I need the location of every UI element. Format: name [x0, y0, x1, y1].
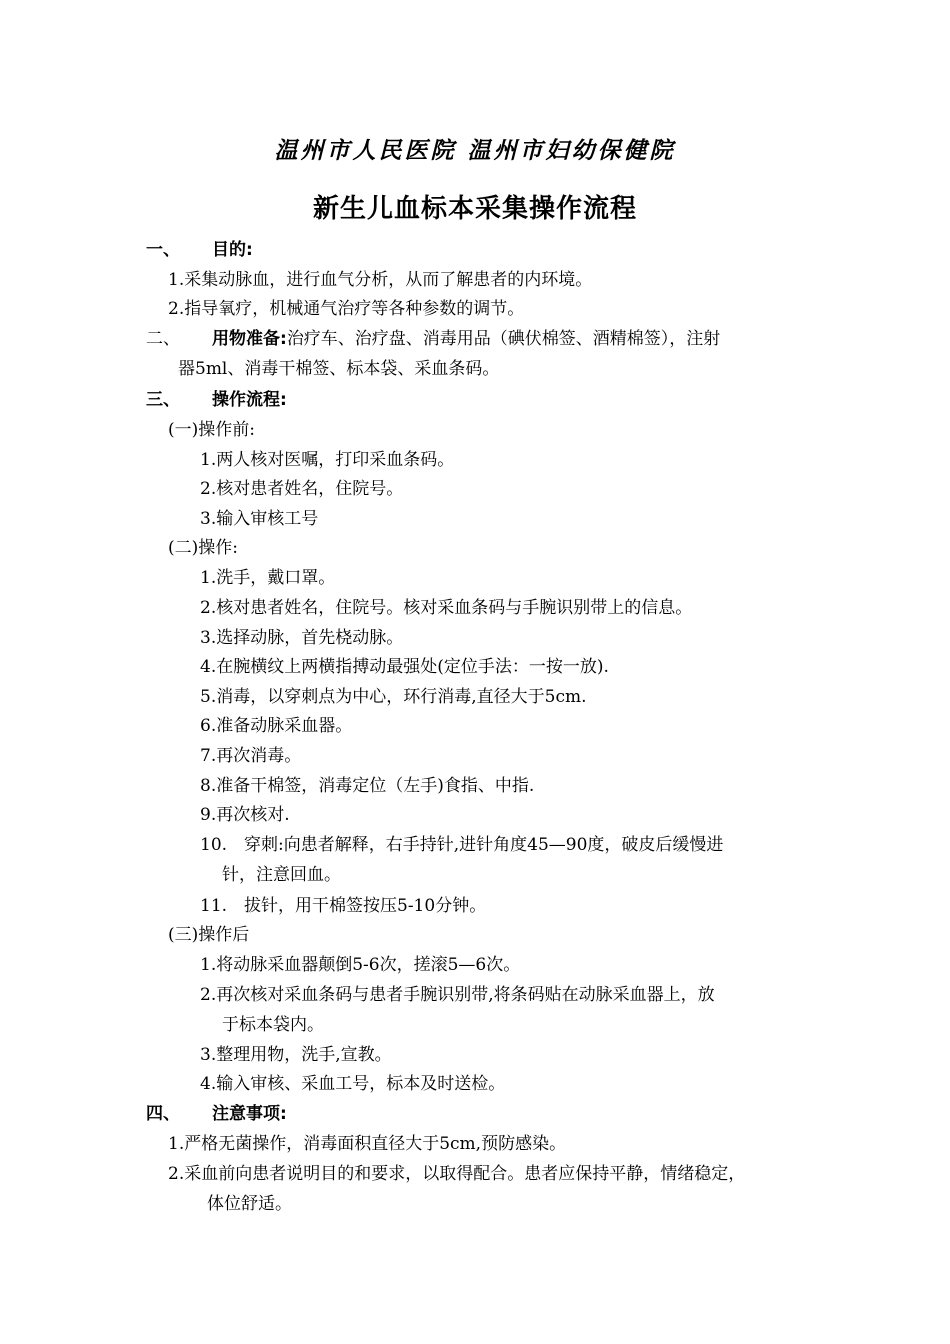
section-label: 注意事项:	[212, 1104, 287, 1124]
list-item: 2.指导氧疗，机械通气治疗等各种参数的调节。	[168, 299, 525, 319]
list-item: 4.在腕横纹上两横指搏动最强处(定位手法：一按一放).	[200, 657, 609, 677]
list-item: 3.选择动脉，首先桡动脉。	[200, 628, 404, 648]
list-item: 2.采血前向患者说明目的和要求，以取得配合。患者应保持平静，情绪稳定，	[168, 1164, 746, 1184]
list-item: 5.消毒，以穿刺点为中心，环行消毒,直径大于5cm.	[200, 687, 587, 707]
subsection-heading-during: (二)操作:	[168, 538, 238, 558]
list-item: 7.再次消毒。	[200, 746, 302, 766]
list-item-continued: 针，注意回血。	[222, 865, 341, 885]
section-number: 二、	[146, 329, 180, 349]
item-number: 10.	[200, 835, 228, 855]
section-number: 四、	[146, 1104, 180, 1124]
subsection-heading-before: (一)操作前:	[168, 420, 255, 440]
list-item: 2.核对患者姓名，住院号。	[200, 479, 404, 499]
list-item: 3.输入审核工号	[200, 509, 319, 529]
list-item: 8.准备干棉签，消毒定位（左手)食指、中指.	[200, 776, 535, 796]
section-text: 治疗车、治疗盘、消毒用品（碘伏棉签、酒精棉签），注射	[286, 329, 721, 349]
document-title: 新生儿血标本采集操作流程	[312, 194, 637, 224]
section-number: 三、	[146, 390, 180, 410]
section-number: 一、	[146, 240, 180, 260]
list-item: 2.核对患者姓名，住院号。核对采血条码与手腕识别带上的信息。	[200, 598, 693, 618]
list-item: 1.严格无菌操作，消毒面积直径大于5cm,预防感染。	[168, 1134, 567, 1154]
list-item: 1.将动脉采血器颠倒5-6次，搓滚5—6次。	[200, 955, 521, 975]
list-item	[200, 894, 486, 918]
item-number: 11.	[200, 896, 228, 916]
list-item: 2.再次核对采血条码与患者手腕识别带,将条码贴在动脉采血器上，放	[200, 985, 715, 1005]
section-heading-supplies	[146, 327, 720, 351]
list-item	[200, 833, 723, 857]
section-text-continued: 器5ml、消毒干棉签、标本袋、采血条码。	[178, 359, 500, 379]
subsection-heading-after: (三)操作后	[168, 925, 250, 945]
list-item-continued: 体位舒适。	[207, 1194, 292, 1214]
list-item: 1.洗手，戴口罩。	[200, 568, 336, 588]
section-label: 操作流程:	[212, 390, 287, 410]
section-heading-purpose	[146, 238, 253, 262]
section-heading-notes	[146, 1102, 287, 1126]
list-item: 9.再次核对.	[200, 805, 290, 825]
list-item: 1.两人核对医嘱，打印采血条码。	[200, 450, 455, 470]
section-label: 用物准备:	[212, 329, 287, 349]
item-text: 穿刺:向患者解释，右手持针,进针角度45—90度，破皮后缓慢进	[244, 835, 724, 855]
list-item-continued: 于标本袋内。	[222, 1015, 324, 1035]
list-item: 1.采集动脉血，进行血气分析，从而了解患者的内环境。	[168, 270, 593, 290]
list-item: 6.准备动脉采血器。	[200, 716, 353, 736]
hospital-header: 温州市人民医院 温州市妇幼保健院	[274, 137, 676, 164]
item-text: 拔针，用干棉签按压5-10分钟。	[244, 896, 487, 916]
section-heading-procedure	[146, 388, 287, 412]
section-label: 目的:	[212, 240, 253, 260]
list-item: 4.输入审核、采血工号，标本及时送检。	[200, 1074, 506, 1094]
list-item: 3.整理用物，洗手,宣教。	[200, 1045, 392, 1065]
